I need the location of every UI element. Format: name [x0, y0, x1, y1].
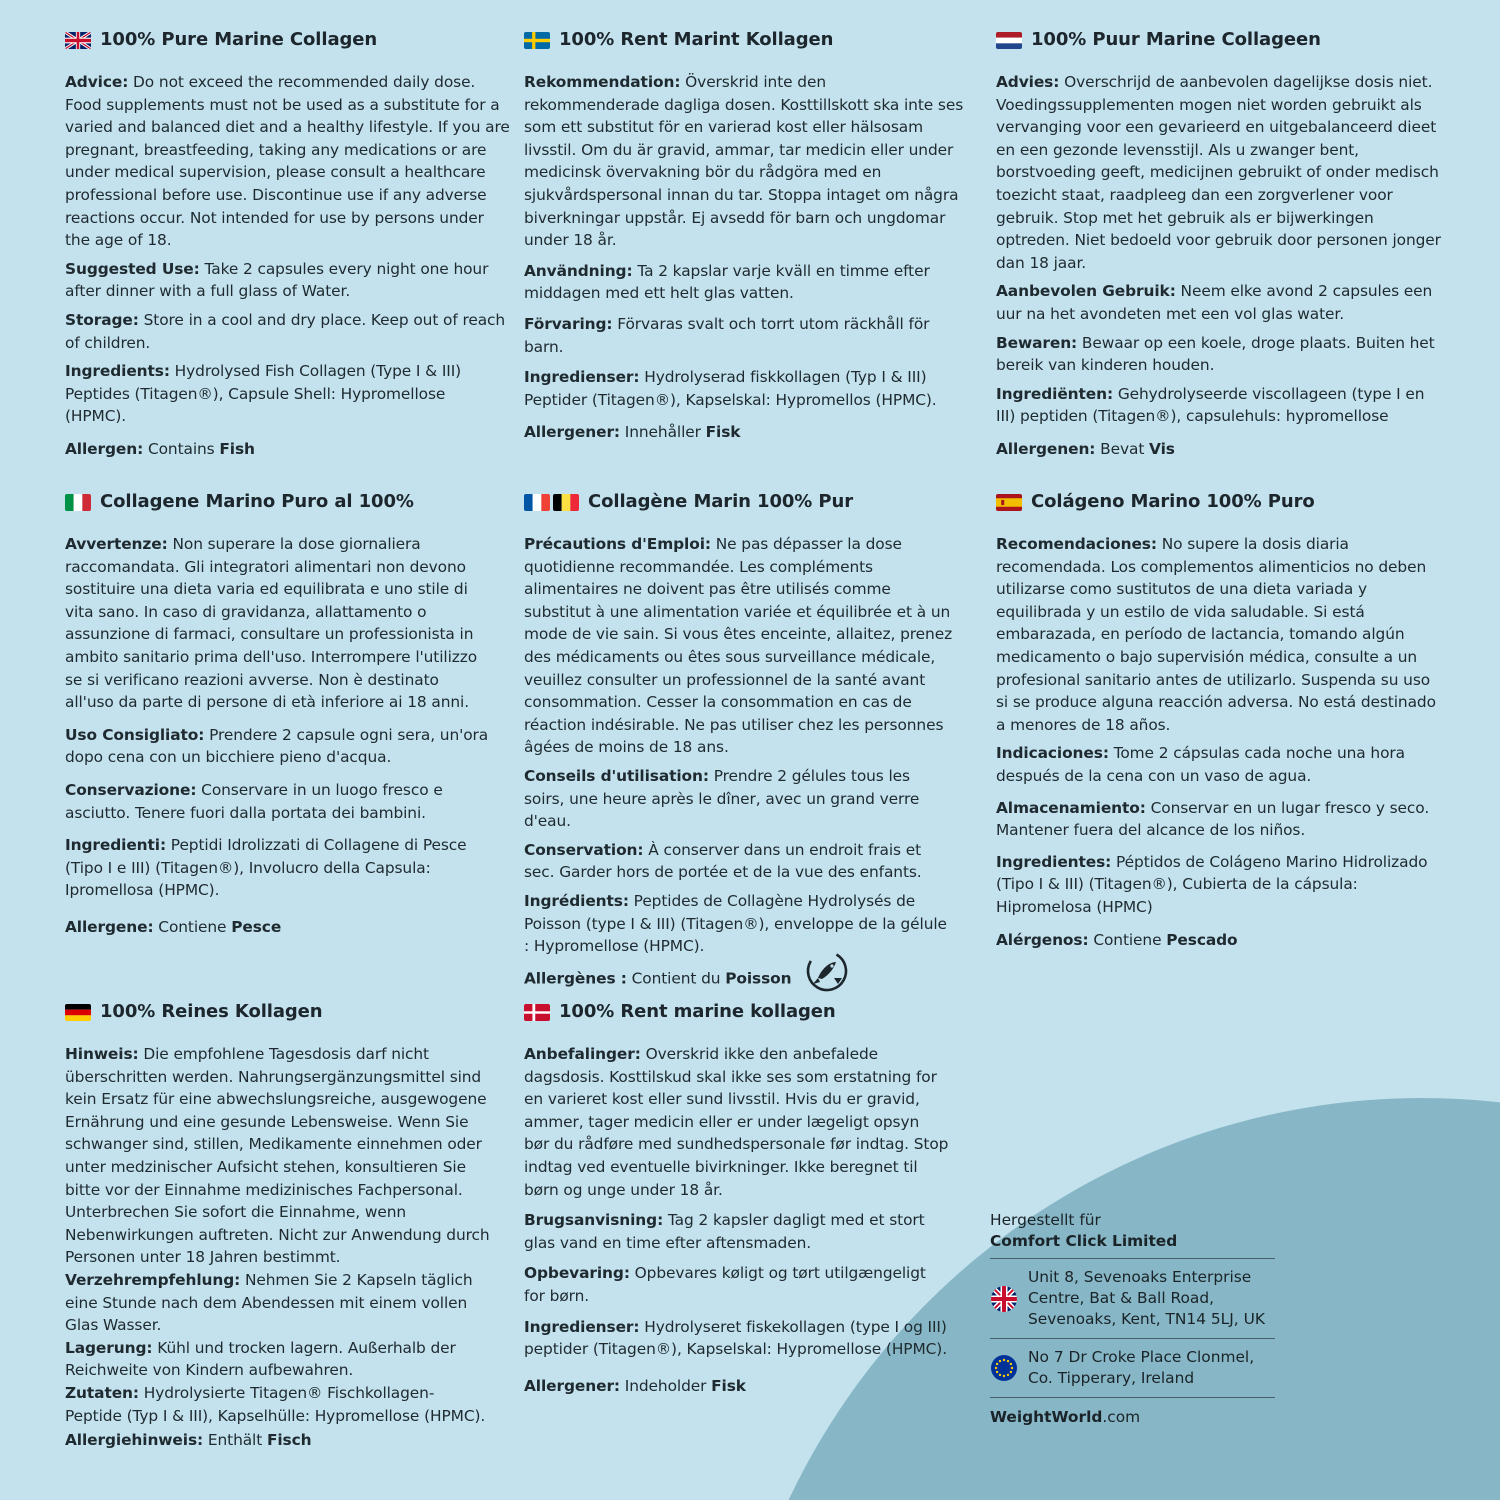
uk-address-row	[990, 1259, 1275, 1338]
ingredients-paragraph: Ingredientes: Péptidos de Colágeno Marino Hidrolizado (Tipo I & III) (Titagen®), Cubierta de la cápsula: Hipromelosa (HPMC)	[996, 852, 1428, 916]
section-heading	[65, 29, 510, 51]
suggested-use-paragraph: Verzehrempfehlung: Nehmen Sie 2 Kapseln täglich eine Stunde nach dem Abendessen mit einem vollen Glas Wasser.	[65, 1270, 473, 1335]
suggested-use-paragraph: Uso Consigliato: Prendere 2 capsule ogni sera, un'ora dopo cena con un bicchiere pieno d'acqua.	[65, 725, 489, 767]
section-heading	[65, 491, 490, 513]
france-flag-icon	[524, 494, 550, 511]
divider	[990, 1338, 1275, 1339]
ingredients-paragraph: Zutaten: Hydrolysierte Titagen® Fischkollagen-Peptide (Typ I & III), Kapselhülle: Hypromellose (HPMC).	[65, 1383, 486, 1425]
netherlands-flag-icon	[996, 32, 1022, 49]
section-spanish	[996, 491, 1441, 957]
allergen-paragraph: Allergener: Indeholder Fisk	[524, 1376, 746, 1395]
uk-flag-icon	[65, 32, 91, 49]
section-title: Collagene Marino Puro al 100%	[100, 491, 414, 512]
suggested-use-paragraph: Aanbevolen Gebruik: Neem elke avond 2 capsules een uur na het avondeten met een vol glas water.	[996, 282, 1433, 323]
section-title: 100% Rent Marint Kollagen	[559, 29, 834, 50]
suggested-use-paragraph: Conseils d'utilisation: Prendre 2 gélules tous les soirs, une heure après le dîner, avec un grand verre d'eau.	[524, 766, 920, 831]
sweden-flag-icon	[524, 32, 550, 49]
advice-paragraph: Précautions d'Emploi: Ne pas dépasser la dose quotidienne recommandée. Les compléments alimentaires ne doivent pas être utilisés comme substitut à une alimentation variée et équilibrée et à un mode de vie sain. Si vous êtes enceinte, allaitez, prenez des médicaments ou êtes sous surveillance médicale, veuillez consulter un professionnel de la santé avant consommation. Cesser la consommation en cas de réaction indésirable. Ne pas utiliser chez les personnes âgées de moins de 18 ans.	[524, 535, 953, 757]
storage-paragraph: Storage: Store in a cool and dry place. Keep out of reach of children.	[65, 310, 506, 352]
storage-paragraph: Conservazione: Conservare in un luogo fresco e asciutto. Tenere fuori dalla portata dei bambini.	[65, 780, 443, 822]
spain-flag-icon	[996, 494, 1022, 511]
eu-flag-icon	[990, 1354, 1018, 1382]
belgium-flag-icon	[553, 494, 579, 511]
website-link[interactable]: WeightWorld.com	[990, 1408, 1141, 1426]
section-italian	[65, 491, 490, 945]
section-heading	[996, 491, 1441, 513]
storage-paragraph: Opbevaring: Opbevares køligt og tørt utilgængeligt for børn.	[524, 1264, 926, 1305]
allergen-paragraph: Allergènes : Contient du Poisson	[524, 964, 954, 994]
uk-flag-icon	[990, 1285, 1018, 1313]
ingredients-paragraph: Ingrediënten: Gehydrolyseerde viscollageen (type I en III) peptiden (Titagen®), capsulehuls: hypromellose	[996, 384, 1425, 426]
advice-paragraph: Rekommendation: Överskrid inte den rekommenderade dagliga dosen. Kosttillskott ska inte ses som ett substitut för en varierad kost eller hälsosam livsstil. Om du är gravid, ammar, tar medicin eller under medicinsk övervakning bör du rådgöra med en sjukvårdspersonal innan du tar. Stoppa intaget om några biverkningar uppstår. Ej avsedd för barn och ungdomar under 18 år.	[524, 73, 964, 250]
allergen-paragraph: Allergiehinweis: Enthält Fisch	[65, 1431, 312, 1450]
storage-paragraph: Conservation: À conserver dans un endroit frais et sec. Garder hors de portée et de la vue des enfants.	[524, 840, 922, 882]
eu-address-row	[990, 1339, 1275, 1397]
storage-paragraph: Bewaren: Bewaar op een koele, droge plaats. Buiten het bereik van kinderen houden.	[996, 333, 1435, 375]
storage-paragraph: Almacenamiento: Conservar en un lugar fresco y seco. Mantener fuera del alcance de los niños.	[996, 798, 1430, 840]
germany-flag-icon	[65, 1004, 91, 1021]
divider	[990, 1397, 1275, 1398]
suggested-use-paragraph: Användning: Ta 2 kapslar varje kväll en timme efter middagen med ett helt glas vatten.	[524, 261, 930, 303]
suggested-use-paragraph: Brugsanvisning: Tag 2 kapsler dagligt med et stort glas vand en time efter aftensmaden.	[524, 1211, 925, 1252]
section-french	[524, 491, 954, 1000]
section-title: Colágeno Marino 100% Puro	[1031, 491, 1315, 512]
allergen-paragraph: Allergener: Innehåller Fisk	[524, 423, 741, 442]
storage-paragraph: Lagerung: Kühl und trocken lagern. Außerhalb der Reichweite von Kindern aufbewahren.	[65, 1338, 456, 1380]
section-heading	[524, 491, 954, 513]
ingredients-paragraph: Ingredienser: Hydrolyserad fiskkollagen (Typ I & III) Peptider (Titagen®), Kapselskal: Hypromellos (HPMC).	[524, 368, 937, 409]
section-swedish	[524, 29, 964, 450]
section-heading	[524, 1001, 949, 1023]
section-title: 100% Rent marine kollagen	[559, 1001, 836, 1022]
denmark-flag-icon	[524, 1004, 550, 1021]
section-title: 100% Puur Marine Collageen	[1031, 29, 1321, 50]
manufacturer-block	[990, 1210, 1275, 1428]
italy-flag-icon	[65, 494, 91, 511]
advice-paragraph: Anbefalinger: Overskrid ikke den anbefalede dagsdosis. Kosttilskud skal ikke ses som erstatning for en varieret kost eller sund livsstil. Hvis du er gravid, ammer, tager medicin eller er under lægeligt opsyn bør du rådføre med sundhedspersonale før indtag. Stop indtag ved eventuelle bivirkninger. Ikke beregnet til børn og unge under 18 år.	[524, 1045, 949, 1199]
storage-paragraph: Förvaring: Förvaras svalt och torrt utom räckhåll för barn.	[524, 314, 930, 356]
section-heading	[996, 29, 1441, 51]
advice-paragraph: Advies: Overschrijd de aanbevolen dagelijkse dosis niet. Voedingssupplementen mogen niet worden gebruikt als vervanging voor een gevarieerd en uitgebalanceerd dieet en een gezonde levensstijl. Als u zwanger bent, borstvoeding geeft, medicijnen gebruikt of onder medisch toezicht staat, raadpleeg dan een zorgverlener voor gebruik. Stop met het gebruik als er bijwerkingen optreden. Niet bedoeld voor gebruik door personen jonger dan 18 jaar.	[996, 73, 1441, 272]
section-title: 100% Pure Marine Collagen	[100, 29, 378, 50]
ingredients-paragraph: Ingredienti: Peptidi Idrolizzati di Collagene di Pesce (Tipo I e III) (Titagen®), Involucro della Capsula: Ipromellosa (HPMC).	[65, 836, 467, 900]
suggested-use-paragraph: Indicaciones: Tome 2 cápsulas cada noche una hora después de la cena con un vaso de agua.	[996, 744, 1405, 785]
fish-allergen-icon	[804, 948, 850, 994]
divider	[990, 1258, 1275, 1259]
advice-paragraph: Advice: Do not exceed the recommended daily dose. Food supplements must not be used as a substitute for a varied and balanced diet and a healthy lifestyle. If you are pregnant, breastfeeding, taking any medications or are under medical supervision, please consult a healthcare professional before use. Discontinue use if any adverse reactions occur. Not intended for use by persons under the age of 18.	[65, 73, 510, 250]
allergen-paragraph: Allergenen: Bevat Vis	[996, 439, 1175, 458]
section-danish	[524, 1001, 949, 1403]
advice-paragraph: Avvertenze: Non superare la dose giornaliera raccomandata. Gli integratori alimentari non devono sostituire una dieta varia ed equilibrata e uno stile di vita sano. In caso di gravidanza, allattamento o assunzione di farmaci, consultare un professionista in ambito sanitario prima dell'uso. Interrompere l'utilizzo se si verificano reazioni avverse. Non è destinato all'uso da parte di persone di età inferiore ai 18 anni.	[65, 535, 478, 712]
section-heading	[524, 29, 964, 51]
section-title: Collagène Marin 100% Pur	[588, 491, 853, 512]
suggested-use-paragraph: Suggested Use: Take 2 capsules every night one hour after dinner with a full glass of Water.	[65, 259, 489, 301]
made-for-label: Hergestellt für	[990, 1211, 1101, 1229]
section-english	[65, 29, 510, 467]
allergen-paragraph: Allergen: Contains Fish	[65, 439, 255, 458]
eu-address: No 7 Dr Croke Place Clonmel, Co. Tipperary, Ireland	[1028, 1348, 1255, 1387]
section-german	[65, 1001, 490, 1458]
advice-paragraph: Recomendaciones: No supere la dosis diaria recomendada. Los complementos alimenticios no deben utilizarse como sustitutos de una dieta variada y equilibrada y un estilo de vida saludable. Si está embarazada, en período de lactancia, tomando algún medicamento o bajo supervisión médica, consulte a un profesional sanitario antes de utilizarlo. Suspenda su uso si se produce alguna reacción adversa. No está destinado a menores de 18 años.	[996, 535, 1436, 734]
advice-paragraph: Hinweis: Die empfohlene Tagesdosis darf nicht überschritten werden. Nahrungsergänzungsmittel sind kein Ersatz für eine abwechslungsreiche, ausgewogene Ernährung und eine gesunde Lebensweise. Wenn Sie schwanger sind, stillen, Medikamente einnehmen oder unter medzinischer Aufsicht stehen, konsultieren Sie bitte vor der Einnahme medizinisches Fachpersonal. Unterbrechen Sie sofort die Einnahme, wenn Nebenwirkungen auftreten. Nicht zur Anwendung durch Personen unter 18 Jahren bestimmt.	[65, 1045, 490, 1267]
section-heading	[65, 1001, 490, 1023]
allergen-paragraph: Alérgenos: Contiene Pescado	[996, 930, 1238, 949]
ingredients-paragraph: Ingredienser: Hydrolyseret fiskekollagen (type I og III) peptider (Titagen®), Kapselskal: Hypromellose (HPMC).	[524, 1317, 947, 1359]
allergen-paragraph: Allergene: Contiene Pesce	[65, 917, 282, 936]
uk-address: Unit 8, Sevenoaks Enterprise Centre, Bat & Ball Road, Sevenoaks, Kent, TN14 5LJ, UK	[1028, 1268, 1265, 1328]
ingredients-paragraph: Ingredients: Hydrolysed Fish Collagen (Type I & III) Peptides (Titagen®), Capsule Shell: Hypromellose (HPMC).	[65, 362, 462, 426]
section-dutch	[996, 29, 1441, 467]
company-name: Comfort Click Limited	[990, 1232, 1178, 1250]
ingredients-paragraph: Ingrédients: Peptides de Collagène Hydrolysés de Poisson (type I & III) (Titagen®), enveloppe de la gélule : Hypromellose (HPMC).	[524, 891, 947, 956]
section-title: 100% Reines Kollagen	[100, 1001, 323, 1022]
